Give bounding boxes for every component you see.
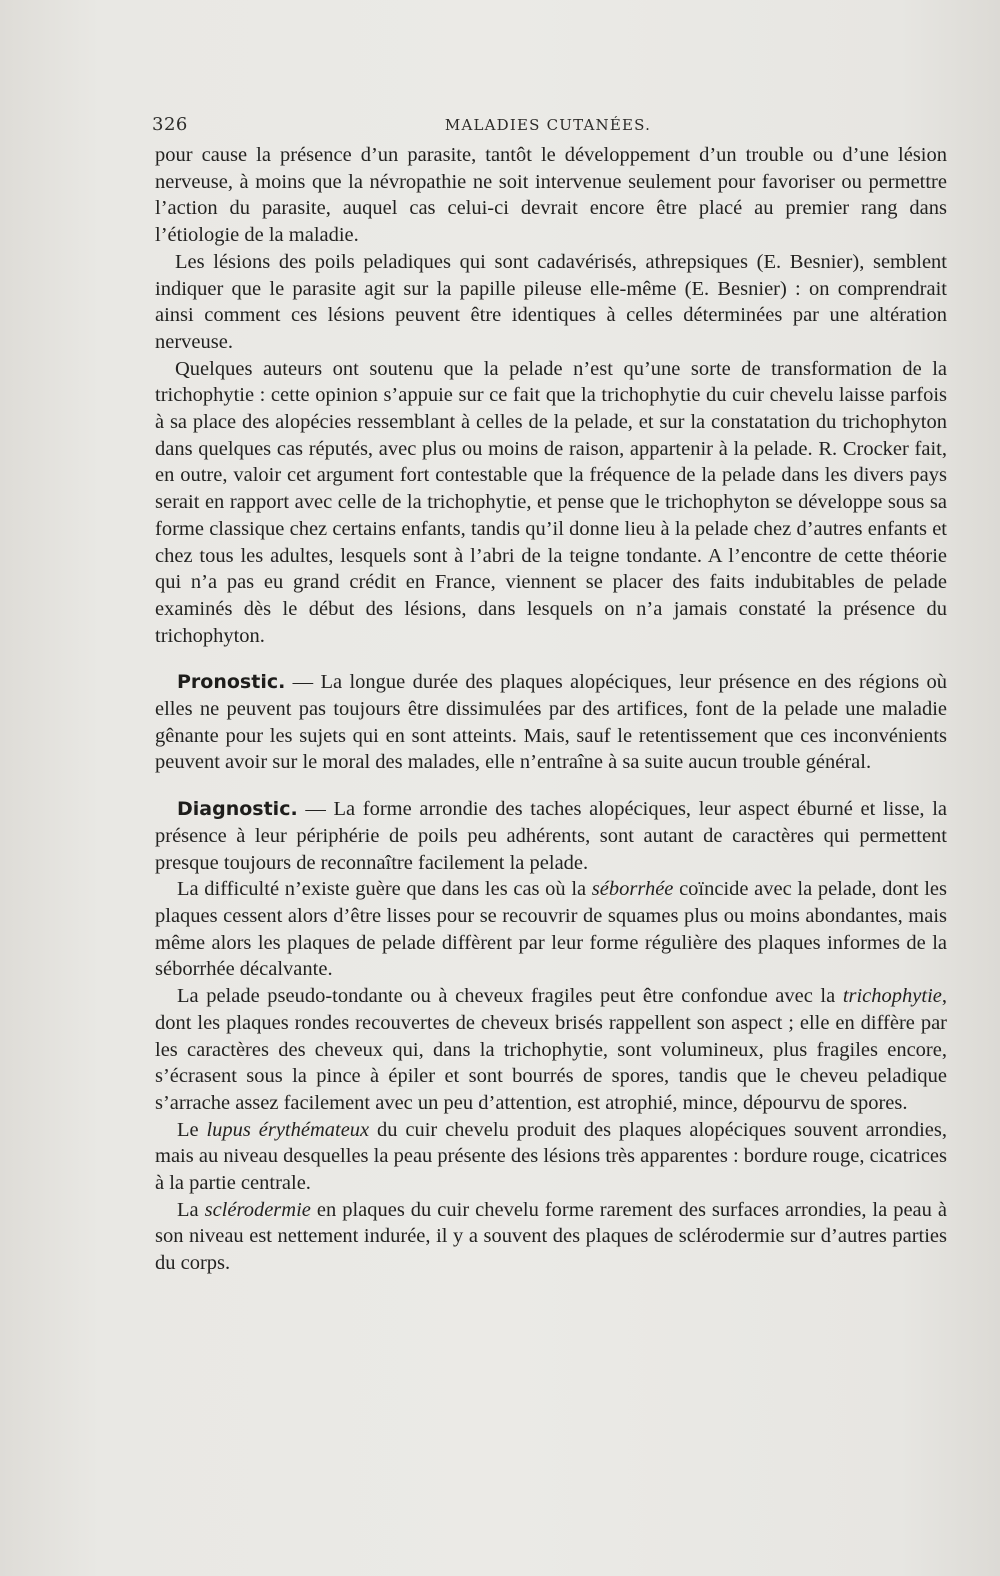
term-sclerodermie: sclérodermie xyxy=(204,1198,311,1221)
diagnostic-text-1: — La forme arrondie des taches alopéciques, leur aspect éburné et lisse, la présence à leur périphérie de poils peu adhérents, sont autant de caractères qui permettent presque toujours de reconnaître facilement la pelade. xyxy=(155,798,947,874)
running-title: MALADIES CUTANÉES. xyxy=(444,116,652,134)
page-number: 326 xyxy=(152,114,188,135)
section-diagnostic xyxy=(155,796,947,1277)
term-seborrhee: séborrhée xyxy=(591,878,674,901)
section-heading-diagnostic: Diagnostic. xyxy=(177,798,298,821)
text-run: , dont les plaques rondes recouvertes de cheveux brisés rappellent son aspect ; elle en diffère par les caractères des cheveux qui, dans la trichophytie, sont volumineux, plus fragiles encore, s’écrasent sous la pince à épiler et sont bourrés de spores, tandis que le cheveu peladique s’arrache assez facilement avec un peu d’attention, est atrophié, mince, dépourvu de spores. xyxy=(155,985,947,1114)
diagnostic-paragraph-1 xyxy=(155,796,947,876)
text-run: La xyxy=(177,1198,205,1221)
page-header xyxy=(152,114,944,138)
diagnostic-paragraph-trichophytie xyxy=(155,983,947,1117)
paragraph-continuation: pour cause la présence d’un parasite, tantôt le développement d’un trouble ou d’une lésion nerveuse, à moins que la névropathie ne soit intervenue seulement pour favoriser ou permettre l’action du parasite, auquel cas celui-ci devrait encore être placé au premier rang dans l’étiologie de la maladie. xyxy=(155,144,947,247)
pronostic-paragraph xyxy=(155,669,947,776)
paragraph-besnier: Les lésions des poils peladiques qui sont cadavérisés, athrepsiques (E. Besnier), semblent indiquer que le parasite agit sur la papille pileuse elle-même (E. Besnier) : on comprendrait ainsi comment ces lésions peuvent être identiques à celles déterminées par une altération nerveuse. xyxy=(155,250,947,353)
body-text xyxy=(155,142,947,1277)
section-heading-pronostic: Pronostic. xyxy=(177,671,286,694)
term-trichophytie: trichophytie xyxy=(842,985,942,1008)
text-run: du cuir chevelu produit des plaques alopéciques souvent arrondies, mais au niveau desquelles la peau présente des lésions très apparentes : bordure rouge, cicatrices à la partie centrale. xyxy=(155,1118,948,1195)
text-run: Le xyxy=(177,1118,207,1141)
text-run: coïncide avec la pelade, dont les plaques cessent alors d’être lisses pour se recouvrir de squames plus ou moins abondantes, mais même alors les plaques de pelade diffèrent par leur forme régulière des plaques informes de la séborrhée décalvante. xyxy=(155,878,947,981)
diagnostic-paragraph-seborrhee xyxy=(155,876,947,983)
pronostic-text: — La longue durée des plaques alopéciques, leur présence en des régions où elles ne peuvent pas toujours être dissimulées par des artifices, font de la pelade une maladie gênante pour les sujets qui en sont atteints. Mais, sauf le retentissement que ces inconvénients peuvent avoir sur le moral des malades, elle n’entraîne à sa suite aucun trouble général. xyxy=(155,671,947,774)
section-pronostic xyxy=(155,669,947,776)
term-lupus: lupus érythémateux xyxy=(206,1118,370,1141)
text-run: La difficulté n’existe guère que dans les cas où la xyxy=(177,878,592,901)
text-run: en plaques du cuir chevelu forme rarement des surfaces arrondies, la peau à son niveau est nettement indurée, il y a souvent des plaques de sclérodermie sur d’autres parties du corps. xyxy=(155,1198,947,1275)
diagnostic-paragraph-sclerodermie xyxy=(155,1197,947,1277)
paragraph-trichophytie-theory: Quelques auteurs ont soutenu que la pelade n’est qu’une sorte de transformation de la trichophytie : cette opinion s’appuie sur ce fait que la trichophytie du cuir chevelu laisse parfois à sa place des alopécies ressemblant à celles de la pelade, et sur la constatation du trichophyton dans quelques cas réputés, avec plus ou moins de raison, appartenir à la pelade. R. Crocker fait, en outre, valoir cet argument fort contestable que la fréquence de la pelade dans les divers pays serait en rapport avec celle de la trichophytie, et pense que le trichophyton se développe sous sa forme classique chez certains enfants, tandis qu’il donne lieu à la pelade chez d’autres enfants et chez tous les adultes, lesquels sont à l’abri de la teigne tondante. A l’encontre de cette théorie qui n’a pas eu grand crédit en France, viennent se placer des faits indubitables de pelade examinés dès le début des lésions, dans lesquels on n’a jamais constaté la présence du trichophyton. xyxy=(155,357,947,647)
text-run: La pelade pseudo-tondante ou à cheveux fragiles peut être confondue avec la xyxy=(177,985,843,1008)
diagnostic-paragraph-lupus xyxy=(155,1117,947,1197)
